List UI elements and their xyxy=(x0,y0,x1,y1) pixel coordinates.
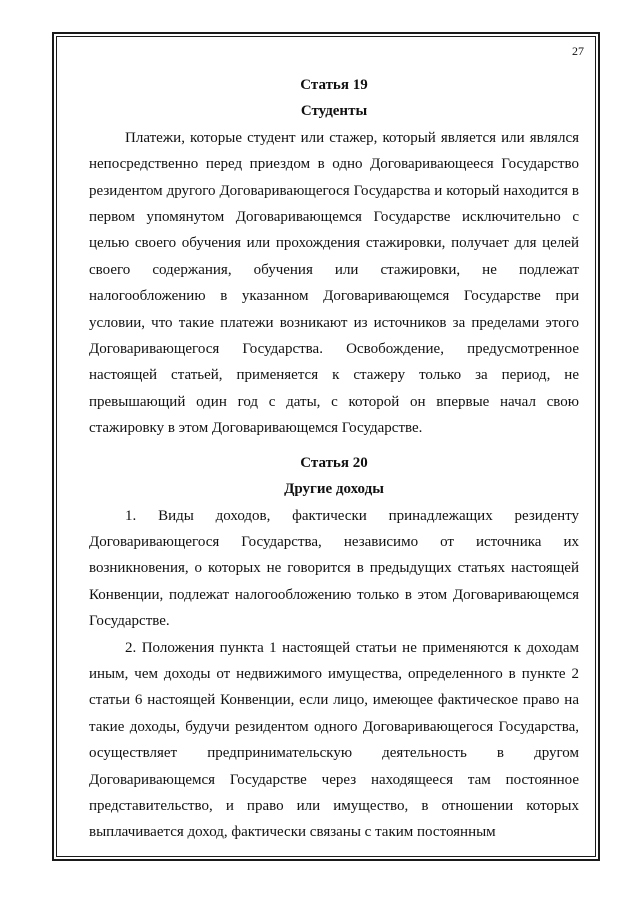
article-19-number: Статья 19 xyxy=(300,77,368,93)
article-20-title: Другие доходы xyxy=(284,481,384,498)
article-20-paragraph-2: 2. Положения пункта 1 настоящей статьи не применяются к доходам иным, чем доходы от недвижимого имущества, определенного в пункте 2 статьи 6 настоящей Конвенции, если лицо, имеющее фактическое право на такие доходы, будучи резидентом одного Договаривающегося Государства, осуществляет предпринимательскую деятельность в другом Договаривающемся Государстве через находящееся там постоянное представительство, и право или имущество, в отношении которых выплачивается доход, фактически связаны с таким постоянным xyxy=(89,639,579,841)
article-19-title: Студенты xyxy=(300,103,368,120)
document-body xyxy=(89,72,579,846)
article-20-number: Статья 20 xyxy=(300,454,368,471)
page-number: 27 xyxy=(572,44,584,58)
section-gap xyxy=(89,442,579,450)
article-20-paragraph-1: 1. Виды доходов, фактически принадлежащих резиденту Договаривающегося Государства, независимо от источника их возникновения, о которых не говорится в предыдущих статьях настоящей Конвенции, подлежат налогообложению только в этом Договаривающемся Государстве. xyxy=(89,507,579,630)
article-19-paragraph: Платежи, которые студент или стажер, который является или являлся непосредственно перед приездом в одно Договаривающееся Государство резидентом другого Договаривающегося Государства и который находится в первом упомянутом Договаривающемся Государстве исключительно с целью своего обучения или прохождения стажировки, получает для целей своего содержания, обучения или стажировки, не подлежат налогообложению в указанном Договаривающемся Государстве при условии, что такие платежи возникают из источников за пределами этого Договаривающегося Государства. Освобождение, предусмотренное настоящей статьей, применяется к стажеру только за период, не превышающий один год с даты, с которой он впервые начал свою стажировку в этом Договаривающемся Государстве. xyxy=(89,129,579,437)
